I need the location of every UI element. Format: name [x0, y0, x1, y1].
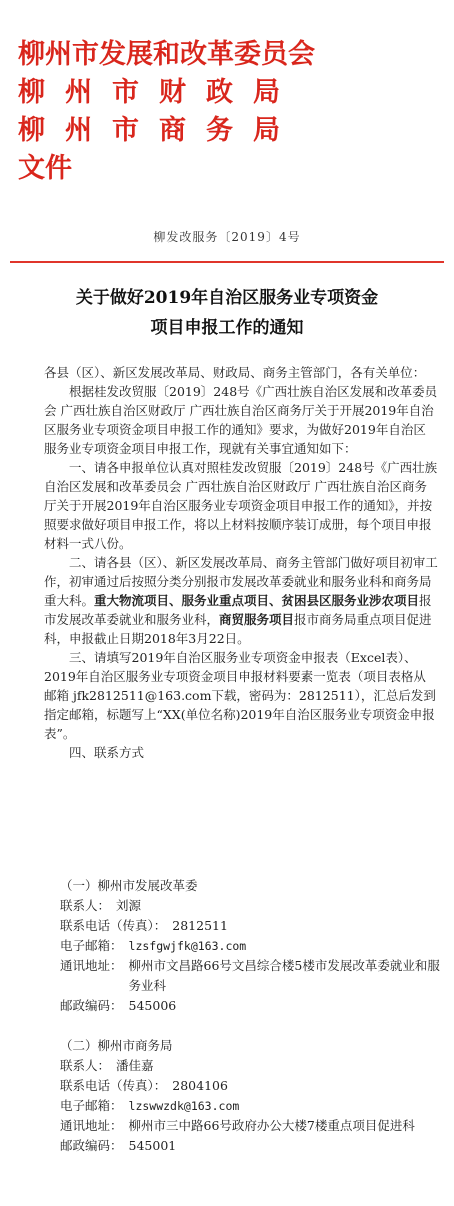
issuer-finance-bureau: 柳州市财政局: [18, 77, 300, 108]
salutation: 各县（区）、新区发展改革局、财政局、商务主管部门，各有关单位：: [44, 365, 426, 380]
contact-zip-value: 545006: [128, 998, 177, 1013]
item-2-text-b: 报市发展改革委就业和服务业科，: [44, 593, 432, 627]
contact-phone-label: 联系电话（传真）：: [60, 1078, 167, 1093]
item-2-paragraph: [44, 553, 438, 648]
contact-email-row: [60, 936, 440, 956]
doc-type-label: 文件: [18, 153, 72, 184]
item-1-paragraph: 一、请各申报单位认真对照桂发改贸服〔2019〕248号《广西壮族自治区发展和改革委员会 广西壮族自治区财政厅 广西壮族自治区商务厅关于开展2019年自治区服务业专项资金项目申报工作的通知》，并按照要求做好项目申报工作，将以上材料按顺序装订成册，每个项目申报材料一式八份。: [44, 460, 438, 551]
contact-person-value: 刘源: [116, 898, 142, 913]
contact-heading: （二）柳州市商务局: [60, 1038, 173, 1053]
contact-person-label: 联系人：: [60, 1058, 111, 1073]
issuer-commerce-bureau: 柳州市商务局: [18, 115, 300, 146]
contact-address-value: 柳州市三中路66号政府办公大楼7楼重点项目促进科: [128, 1118, 415, 1133]
contact-heading: （一）柳州市发展改革委: [60, 878, 198, 893]
item-2-text-a: 二、请各县（区）、新区发展改革局、商务主管部门做好项目初审工作，初审通过后按照分类分别报市发展改革委就业和服务业科和商务局重大科。: [44, 555, 438, 608]
contact-zip-row: [60, 1136, 440, 1156]
contact-phone-value: 2804106: [172, 1078, 228, 1093]
issuer-ndrc: 柳州市发展和改革委员会: [18, 39, 315, 70]
item-3-paragraph: 三、请填写2019年自治区服务业专项资金申报表（Excel表）、2019年自治区服务业专项资金项目申报材料要素一览表（项目表格从邮箱 jfk2812511@163.com下载，密码为：2812511），汇总后发到指定邮箱，标题写上“XX(单位名称)2019年自治区服务业专项资金申报表”。: [44, 650, 436, 741]
document-title: [0, 283, 454, 343]
contact-zip-value: 545001: [128, 1138, 177, 1153]
contact-address-row: [60, 1116, 440, 1136]
contact-zip-row: [60, 996, 440, 1016]
title-line-2: 项目申报工作的通知: [150, 318, 304, 338]
intro-paragraph: 根据桂发改贸服〔2019〕248号《广西壮族自治区发展和改革委员会 广西壮族自治区财政厅 广西壮族自治区商务厅关于开展2019年自治区服务业专项资金项目申报工作的通知》要求，为做好2019年自治区服务业专项资金项目申报工作，现就有关事宜通知如下：: [44, 384, 438, 456]
contact-email-row: [60, 1096, 440, 1116]
contact-zip-label: 邮政编码：: [60, 998, 123, 1013]
contact-address-label: 通讯地址：: [60, 958, 123, 973]
contact-phone-row: [60, 916, 440, 936]
contact-person-row: [60, 896, 440, 916]
item-2-bold-a: 重大物流项目、服务业重点项目、贫困县区服务业涉农项目: [94, 593, 420, 608]
contact-email-value: lzswwzdk@163.com: [128, 1099, 240, 1113]
contact-email-label: 电子邮箱：: [60, 1098, 123, 1113]
red-divider: [10, 261, 444, 263]
contact-address-value: 柳州市文昌路66号文昌综合楼5楼市发展改革委就业和服务业科: [128, 958, 440, 993]
item-2-bold-b: 商贸服务项目: [219, 612, 295, 627]
contact-phone-value: 2812511: [172, 918, 228, 933]
title-line-1: 关于做好2019年自治区服务业专项资金: [75, 288, 379, 308]
item-4-heading: 四、联系方式: [69, 745, 145, 760]
contact-block-commerce: [60, 1036, 440, 1156]
contact-address-label: 通讯地址：: [60, 1118, 123, 1133]
contact-phone-label: 联系电话（传真）：: [60, 918, 167, 933]
contact-phone-row: [60, 1076, 440, 1096]
contact-block-ndrc: [60, 876, 440, 1016]
item-2-text-c: 报市商务局重点项目促进科，申报截止日期2018年3月22日。: [44, 612, 432, 646]
document-number: 柳发改服务〔2019〕4号: [153, 230, 301, 244]
document-header: [18, 36, 448, 188]
contact-zip-label: 邮政编码：: [60, 1138, 123, 1153]
contact-person-value: 潘佳嘉: [116, 1058, 154, 1073]
contact-email-value: lzsfgwjfk@163.com: [128, 939, 247, 953]
document-body: [44, 363, 438, 762]
contact-email-label: 电子邮箱：: [60, 938, 123, 953]
contact-address-row: [60, 956, 440, 996]
contact-person-label: 联系人：: [60, 898, 111, 913]
contact-person-row: [60, 1056, 440, 1076]
